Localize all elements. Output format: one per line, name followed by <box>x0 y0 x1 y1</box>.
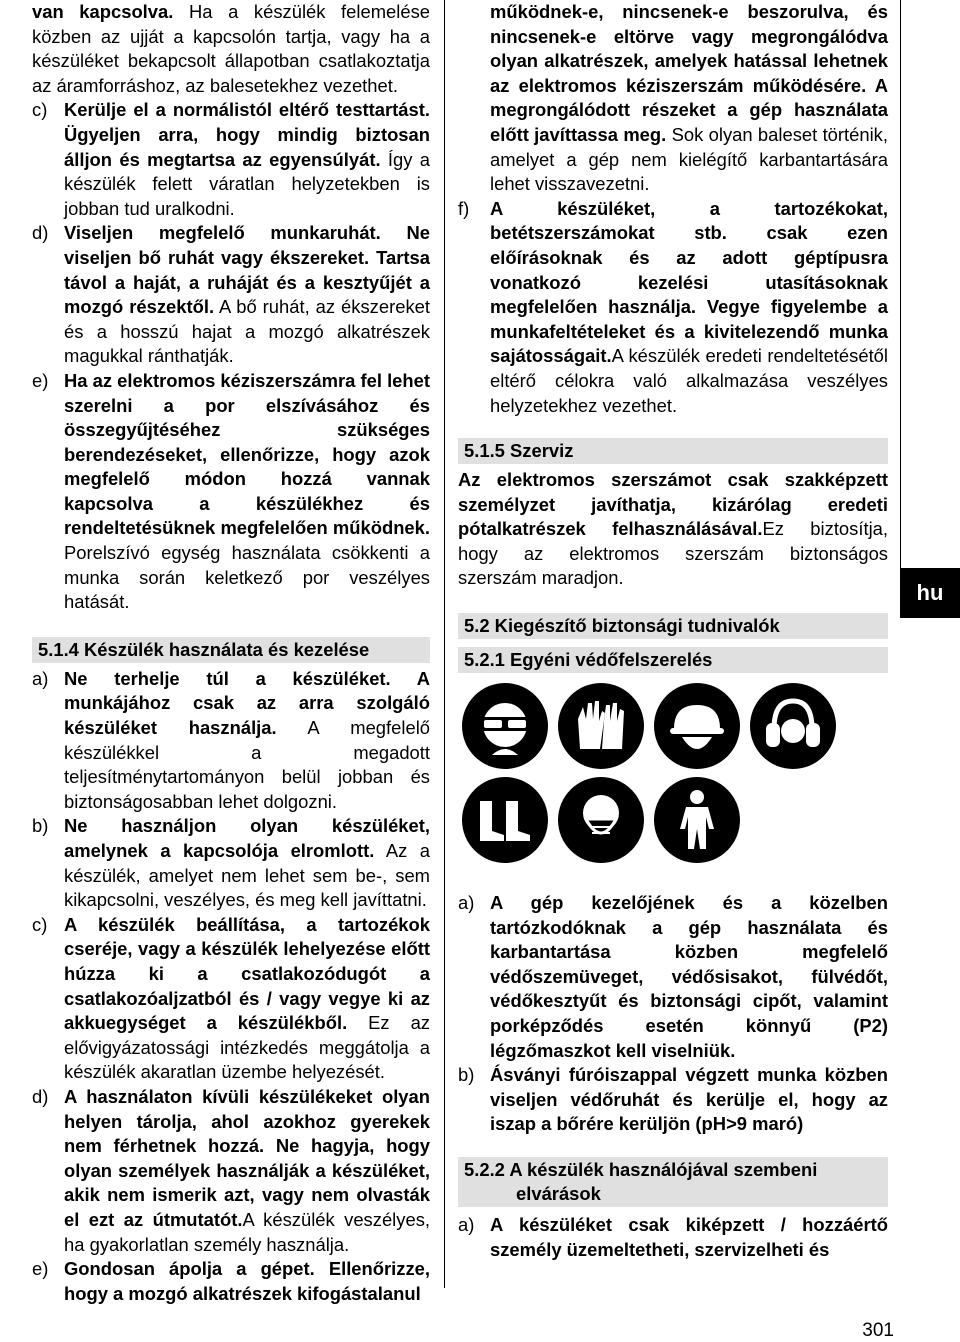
list-item-4d: d) A használaton kívüli készülékeket olyan helyen tárolja, ahol azokhoz gyerekek nem férhetnek hozzá. Ne hagyja, hogy olyan személyek használják a készüléket, akik nem ismerik azt, vagy nem olvasták el ezt az útmutatót.A készülék veszélyes, ha gyakorlatlan személy használja. <box>32 1085 430 1255</box>
ear-protection-icon <box>750 683 836 769</box>
safety-glasses-icon <box>462 683 548 769</box>
safety-boots-icon <box>462 777 548 863</box>
requirement-item-a: a) A készüléket csak kiképzett / hozzáértő személy üzemeltetheti, szervizelheti és <box>458 1214 888 1260</box>
continuation-paragraph: működnek-e, nincsenek-e beszorulva, és nincsenek-e eltörve vagy megrongálódva olyan alkatrészek, amelyek hatással lehetnek az elektromos kéziszerszám működésére. A megrongálódott részeket a gép használata előtt javíttassa meg. Sok olyan baleset történik, amelyet a gép nem kielégítő karbantartására lehet visszavezetni. <box>490 1 888 195</box>
list-item-4e: e) Gondosan ápolja a gépet. Ellenőrizze, hogy a mozgó alkatrészek kifogástalanul <box>32 1258 430 1304</box>
column-divider <box>444 0 445 1288</box>
section-heading-514: 5.1.4 Készülék használata és kezelése <box>32 637 430 663</box>
section-heading-515: 5.1.5 Szerviz <box>458 438 888 464</box>
left-column <box>32 0 430 1306</box>
list-item-4a: a) Ne terhelje túl a készüléket. A munkájához csak az arra szolgáló készüléket használja. A megfelelő készülékkel a megadott teljesítménytartományon belül jobban és biztonságosabban lehet dolgozni. <box>32 667 431 812</box>
list-item-c: c) Kerülje el a normálistól eltérő testtartást. Ügyeljen arra, hogy mindig biztosan álljon és megtartsa az egyensúlyát. Így a készülék felett váratlan helyzetekben is jobban tud uralkodni. <box>32 99 430 219</box>
ppe-icon-grid <box>462 683 888 863</box>
list-item-4b: b) Ne használjon olyan készüléket, amelynek a kapcsolója elromlott. Az a készülék, amelyet nem lehet sem be-, sem kikapcsolni, veszélyes, és meg kell javíttatni. <box>32 815 430 911</box>
gloves-icon <box>558 683 644 769</box>
section-heading-521: 5.2.1 Egyéni védőfelszerelés <box>458 647 888 673</box>
list-item-4c: c) A készülék beállítása, a tartozékok cseréje, vagy a készülék lehelyezése előtt húzza ki a csatlakozódugót a csatlakozóaljzatból és / vagy vegye ki az akkuegységet a készülékből. Ez az elővigyázatossági intézkedés meggátolja a készülék akaratlan üzembe helyezését. <box>32 913 431 1083</box>
list-item-d: d) Viseljen megfelelő munkaruhát. Ne viseljen bő ruhát vagy ékszereket. Tartsa távol a haját, a ruháját és a kesztyűjét a mozgó részektől. A bő ruhát, az ékszereket és a hosszú hajat a mozgó alkatrészek magukkal ránthatják. <box>32 222 430 367</box>
hard-hat-icon <box>654 683 740 769</box>
margin-divider <box>900 0 901 610</box>
page-number: 301 <box>862 1320 894 1341</box>
ppe-item-b: b) Ásványi fúróiszappal végzett munka közben viseljen védőruhát és kerülje el, hogy az iszap a bőrére kerüljön (pH>9 maró) <box>458 1064 888 1135</box>
language-tab: hu <box>900 568 960 618</box>
section-heading-522: 5.2.2 A készülék használójával szembeni elvárások <box>458 1157 888 1207</box>
list-item-f: f) A készüléket, a tartozékokat, betétszerszámokat stb. csak ezen előírásoknak és az adott géptípusra vonatkozó kezelési utasításoknak megfelelően használja. Vegye figyelembe a munkafeltételeket és a kivitelezendő munka sajátosságait.A készülék eredeti rendeltetésétől eltérő célokra való alkalmazása veszélyes helyzetekhez vezethet. <box>458 197 888 416</box>
right-column <box>458 0 888 1262</box>
protective-suit-icon <box>654 777 740 863</box>
respirator-mask-icon <box>558 777 644 863</box>
ppe-item-a: a) A gép kezelőjének és a közelben tartózkodóknak a gép használata és karbantartása közben megfelelő védőszemüveget, védősisakot, fülvédőt, védőkesztyűt és biztonsági cipőt, valamint porképződés esetén könnyű (P2) légzőmaszkot kell viselniük. <box>458 892 888 1061</box>
list-item-e: e) Ha az elektromos kéziszerszámra fel lehet szerelni a por elszívásához és összegyűjtéséhez szükséges berendezéseket, ellenőrizze, hogy azok megfelelő módon hozzá vannak kapcsolva a készülékhez és rendeltetésüknek megfelelően működnek. Porelszívó egység használata csökkenti a munka során keletkező por veszélyes hatását. <box>32 369 430 613</box>
intro-paragraph: van kapcsolva. Ha a készülék felemelése közben az ujját a kapcsolón tartja, vagy ha a készüléket bekapcsolt állapotban csatlakoztatja az áramforráshoz, az balesetekhez vezethet. <box>32 1 430 96</box>
service-paragraph: Az elektromos szerszámot csak szakképzett személyzet javíthatja, kizárólag eredeti pótalkatrészek felhasználásával.Ez biztosítja, hogy az elektromos szerszám biztonságos szerszám maradjon. <box>458 469 888 589</box>
section-heading-52: 5.2 Kiegészítő biztonsági tudnivalók <box>458 613 888 639</box>
